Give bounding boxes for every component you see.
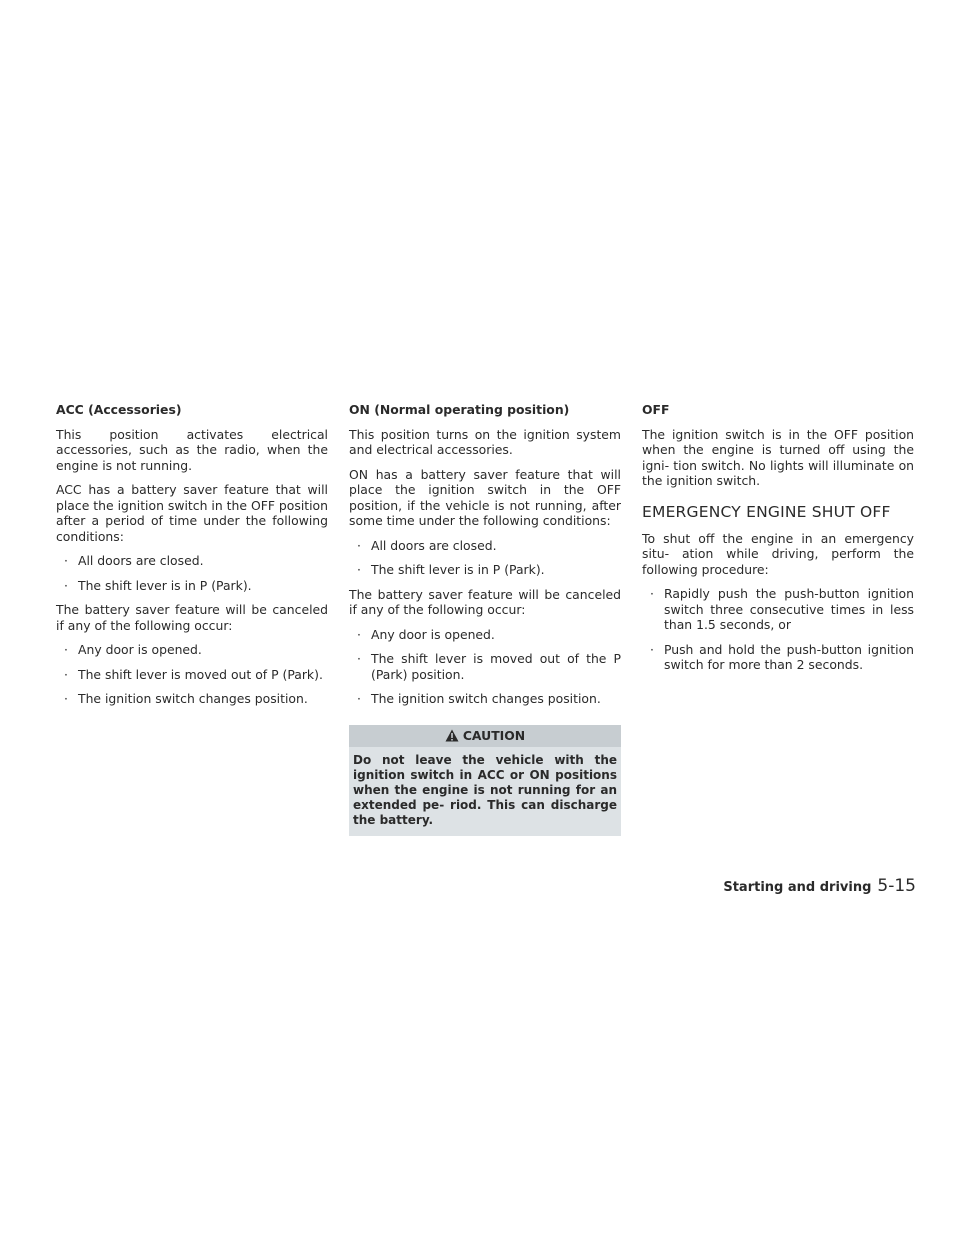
acc-para-1: This position activates electrical accessories, such as the radio, when the engine is not running. bbox=[56, 426, 328, 473]
list-item: · Any door is opened. bbox=[56, 642, 328, 658]
page-footer bbox=[723, 876, 916, 896]
list-item: · The shift lever is in P (Park). bbox=[56, 578, 328, 594]
acc-conditions-list bbox=[56, 553, 328, 593]
list-item: · The shift lever is in P (Park). bbox=[349, 562, 621, 578]
caution-title: CAUTION bbox=[462, 727, 526, 743]
caution-header bbox=[349, 725, 621, 747]
section-title: Starting and driving bbox=[723, 880, 872, 895]
on-para-3: The battery saver feature will be canceled if any of the following occur: bbox=[349, 586, 621, 617]
on-cancel-list bbox=[349, 627, 621, 707]
on-para-2: ON has a battery saver feature that will place the ignition switch in the OFF position, if the vehicle is not running, after some time under the following conditions: bbox=[349, 466, 621, 528]
list-item: · All doors are closed. bbox=[56, 553, 328, 569]
list-item: · The ignition switch changes position. bbox=[56, 691, 328, 707]
column-off bbox=[642, 402, 914, 682]
caution-text: Do not leave the vehicle with the ignition switch in ACC or ON positions when the engine is not running for an extended pe- riod. This can discharge the battery. bbox=[353, 752, 617, 827]
emergency-para: To shut off the engine in an emergency situ- ation while driving, perform the following procedure: bbox=[642, 530, 914, 577]
acc-para-3: The battery saver feature will be canceled if any of the following occur: bbox=[56, 602, 328, 633]
acc-para-2: ACC has a battery saver feature that will place the ignition switch in the OFF position after a period of time under the following conditions: bbox=[56, 482, 328, 544]
on-subheading: ON (Normal operating position) bbox=[349, 402, 570, 417]
off-subheading: OFF bbox=[642, 402, 670, 417]
caution-box bbox=[349, 725, 621, 836]
list-item: · The shift lever is moved out of P (Park). bbox=[56, 667, 328, 683]
list-item: · Push and hold the push-button ignition switch for more than 2 seconds. bbox=[642, 642, 914, 673]
acc-cancel-list bbox=[56, 642, 328, 707]
off-para-1: The ignition switch is in the OFF position when the engine is turned off using the igni- tion switch. No lights will illuminate on the ignition switch. bbox=[642, 426, 914, 488]
warning-triangle-icon bbox=[445, 729, 459, 742]
column-acc bbox=[56, 402, 328, 716]
list-item: · Any door is opened. bbox=[349, 627, 621, 643]
acc-subheading: ACC (Accessories) bbox=[56, 402, 182, 417]
column-on bbox=[349, 402, 621, 836]
emergency-heading: EMERGENCY ENGINE SHUT OFF bbox=[642, 502, 891, 521]
list-item: · Rapidly push the push-button ignition switch three consecutive times in less than 1.5 seconds, or bbox=[642, 586, 914, 633]
page-number: 5-15 bbox=[877, 876, 916, 896]
list-item: · The shift lever is moved out of the P (Park) position. bbox=[349, 651, 621, 682]
emergency-procedure-list bbox=[642, 586, 914, 673]
on-para-1: This position turns on the ignition system and electrical accessories. bbox=[349, 426, 621, 457]
list-item: · All doors are closed. bbox=[349, 538, 621, 554]
on-conditions-list bbox=[349, 538, 621, 578]
list-item: · The ignition switch changes position. bbox=[349, 691, 621, 707]
